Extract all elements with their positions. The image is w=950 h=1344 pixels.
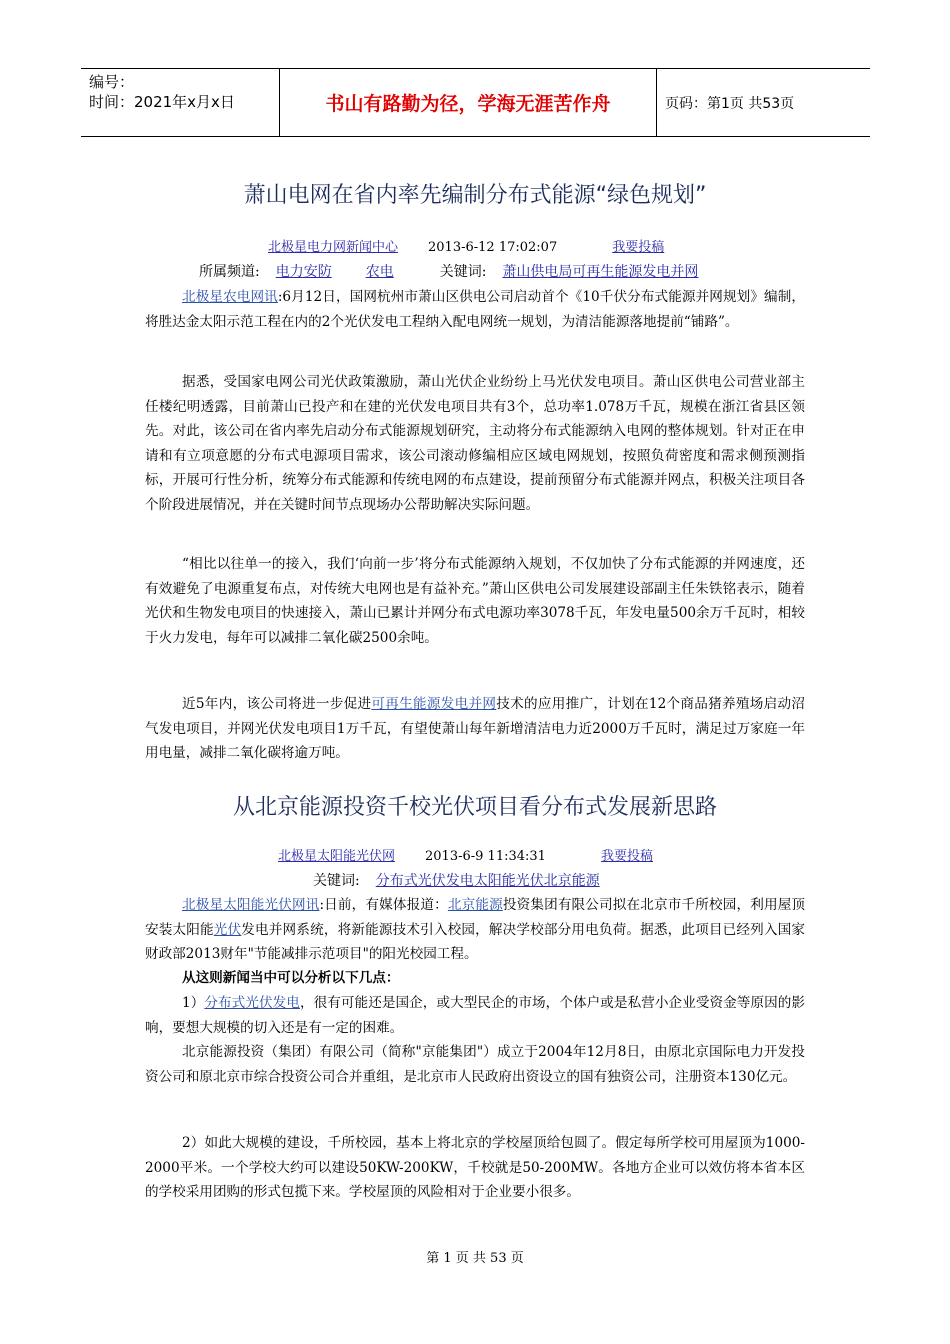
article2-p1-text-b: 投资集团有限公司拟在北京市千所校园，利用屋顶安装太阳能	[145, 897, 806, 938]
article1-paragraph-2: 据悉，受国家电网公司光伏政策激励，萧山光伏企业纷纷上马光伏发电项目。萧山区供电公司营业部主任楼纪明透露，目前萧山已投产和在建的光伏发电项目共有3个，总功率1.078万千瓦，规模在浙江省县区领先。对此，该公司在省内率先启动分布式能源规划研究，主动将分布式能源纳入电网的整体规划。针对正在申请和有立项意愿的分布式电源项目需求，该公司滚动修编相应区域电网规划，按照负荷密度和需求侧预测指标，开展可行性分析，统筹分布式能源和传统电网的布点建设，提前预留分布式能源并网点，积极关注项目各个阶段进展情况，并在关键时间节点现场办公帮助解决实际问题。	[145, 374, 805, 513]
time-label: 时间：2021年x月x日	[89, 93, 235, 111]
channel-label: 所属频道:	[199, 264, 260, 280]
keywords-label: 关键词:	[439, 264, 487, 280]
distributed-pv-link[interactable]: 分布式光伏发电	[204, 995, 300, 1011]
renewable-grid-link[interactable]: 可再生能源发电并网	[371, 696, 497, 712]
channel-link-2[interactable]: 农电	[365, 264, 394, 280]
article2-keywords-line	[313, 870, 600, 890]
article1-source-inline-link[interactable]: 北极星农电网讯	[182, 289, 278, 305]
article2-keywords-link[interactable]: 分布式光伏发电太阳能光伏北京能源	[375, 873, 600, 889]
article2-submit-link[interactable]: 我要投稿	[600, 849, 653, 864]
article1-paragraph-4	[145, 692, 805, 766]
article2-source-inline-link[interactable]: 北极星太阳能光伏网讯	[182, 897, 320, 913]
article2-paragraph-1	[145, 893, 805, 967]
article1-channel-line	[199, 261, 698, 281]
article1-submit-link[interactable]: 我要投稿	[612, 240, 665, 255]
article1-source-link[interactable]: 北极星电力网新闻中心	[268, 240, 399, 255]
article2-source-link[interactable]: 北极星太阳能光伏网	[278, 849, 396, 864]
article1-paragraph-3: “相比以往单一的接入，我们‘向前一步’将分布式能源纳入规划，不仅加快了分布式能源的并网速度，还有效避免了电源重复布点，对传统大电网也是有益补充。”萧山区供电公司发展建设部副主任朱铁铭表示，随着光伏和生物发电项目的快速接入，萧山已累计并网分布式电源功率3078千瓦，年发电量500余万千瓦时，相较于火力发电，每年可以减排二氧化碳2500余吨。	[145, 556, 805, 646]
article2-paragraph-point2: 2）如此大规模的建设，千所校园，基本上将北京的学校屋顶给包圆了。假定每所学校可用屋顶为1000-2000平米。一个学校大约可以建设50KW-200KW，千校就是50-200MW。各地方企业可以效仿将本省本区的学校采用团购的形式包揽下来。学校屋顶的风险相对于企业要小很多。	[145, 1135, 805, 1200]
channel-link-1[interactable]: 电力安防	[275, 264, 332, 280]
article2-meta-line	[278, 845, 653, 864]
article2-paragraph-point1	[145, 991, 805, 1040]
page-header	[81, 68, 870, 137]
header-page-info: 页码：第1页 共53页	[665, 95, 795, 112]
article2-datetime: 2013-6-9 11:34:31	[425, 849, 546, 864]
article1-keywords-link[interactable]: 萧山供电局可再生能源发电并网	[502, 264, 699, 280]
article1-p4-text-a: 近5年内，该公司将进一步促进	[182, 696, 372, 712]
pv-link[interactable]: 光伏	[213, 921, 242, 938]
article2-title: 从北京能源投资千校光伏项目看分布式发展新思路	[232, 795, 717, 820]
article1-p4-text-b: 技术的应用推广，计划在12个商品猪养殖场启动沼气发电项目，并网光伏发电项目1万千瓦，有望使萧山每年新增清洁电力近2000万千瓦时，满足过万家庭一年用电量，减排二氧化碳将逾万吨。	[145, 696, 806, 761]
article1-title: 萧山电网在省内率先编制分布式能源“绿色规划”	[243, 183, 707, 208]
article2-p1-text-a: :日前，有媒体报道：	[319, 897, 448, 913]
article1-p1-text: :6月12日，国网杭州市萧山区供电公司启动首个《10千伏分布式能源并网规划》编制，将胜达金太阳示范工程在内的2个光伏发电工程纳入配电网统一规划，为清洁能源落地提前“铺路”。	[145, 289, 806, 330]
header-left-cell	[81, 69, 280, 136]
article2-p1-text-c: 发电并网系统，将新能源技术引入校园，解决学校部分用电负荷。据悉，此项目已经列入国家财政部2013财年"节能减排示范项目"的阳光校园工程。	[145, 921, 806, 962]
article2-analysis-heading: 从这则新闻当中可以分析以下几点：	[182, 970, 400, 986]
number-label: 编号：	[89, 73, 135, 91]
header-motto: 书山有路勤为径，学海无涯苦作舟	[280, 69, 657, 136]
point1-number: 1）	[182, 995, 205, 1011]
article1-datetime: 2013-6-12 17:02:07	[428, 240, 558, 255]
page-footer: 第 1 页 共 53 页	[426, 1251, 524, 1266]
article1-paragraph-1	[145, 285, 805, 334]
point1-text: ，很有可能还是国企，或大型民企的市场，个体户或是私营小企业受资金等原因的影响，要想大规模的切入还是有一定的困难。	[145, 995, 806, 1036]
article2-paragraph-jingneng: 北京能源投资（集团）有限公司（简称"京能集团"）成立于2004年12月8日，由原北京国际电力开发投资公司和原北京市综合投资公司合并重组，是北京市人民政府出资设立的国有独资公司，注册资本130亿元。	[145, 1044, 805, 1085]
beijing-energy-link[interactable]: 北京能源	[447, 897, 503, 913]
article2-keywords-label: 关键词:	[313, 873, 360, 889]
article1-meta-line	[268, 236, 664, 255]
